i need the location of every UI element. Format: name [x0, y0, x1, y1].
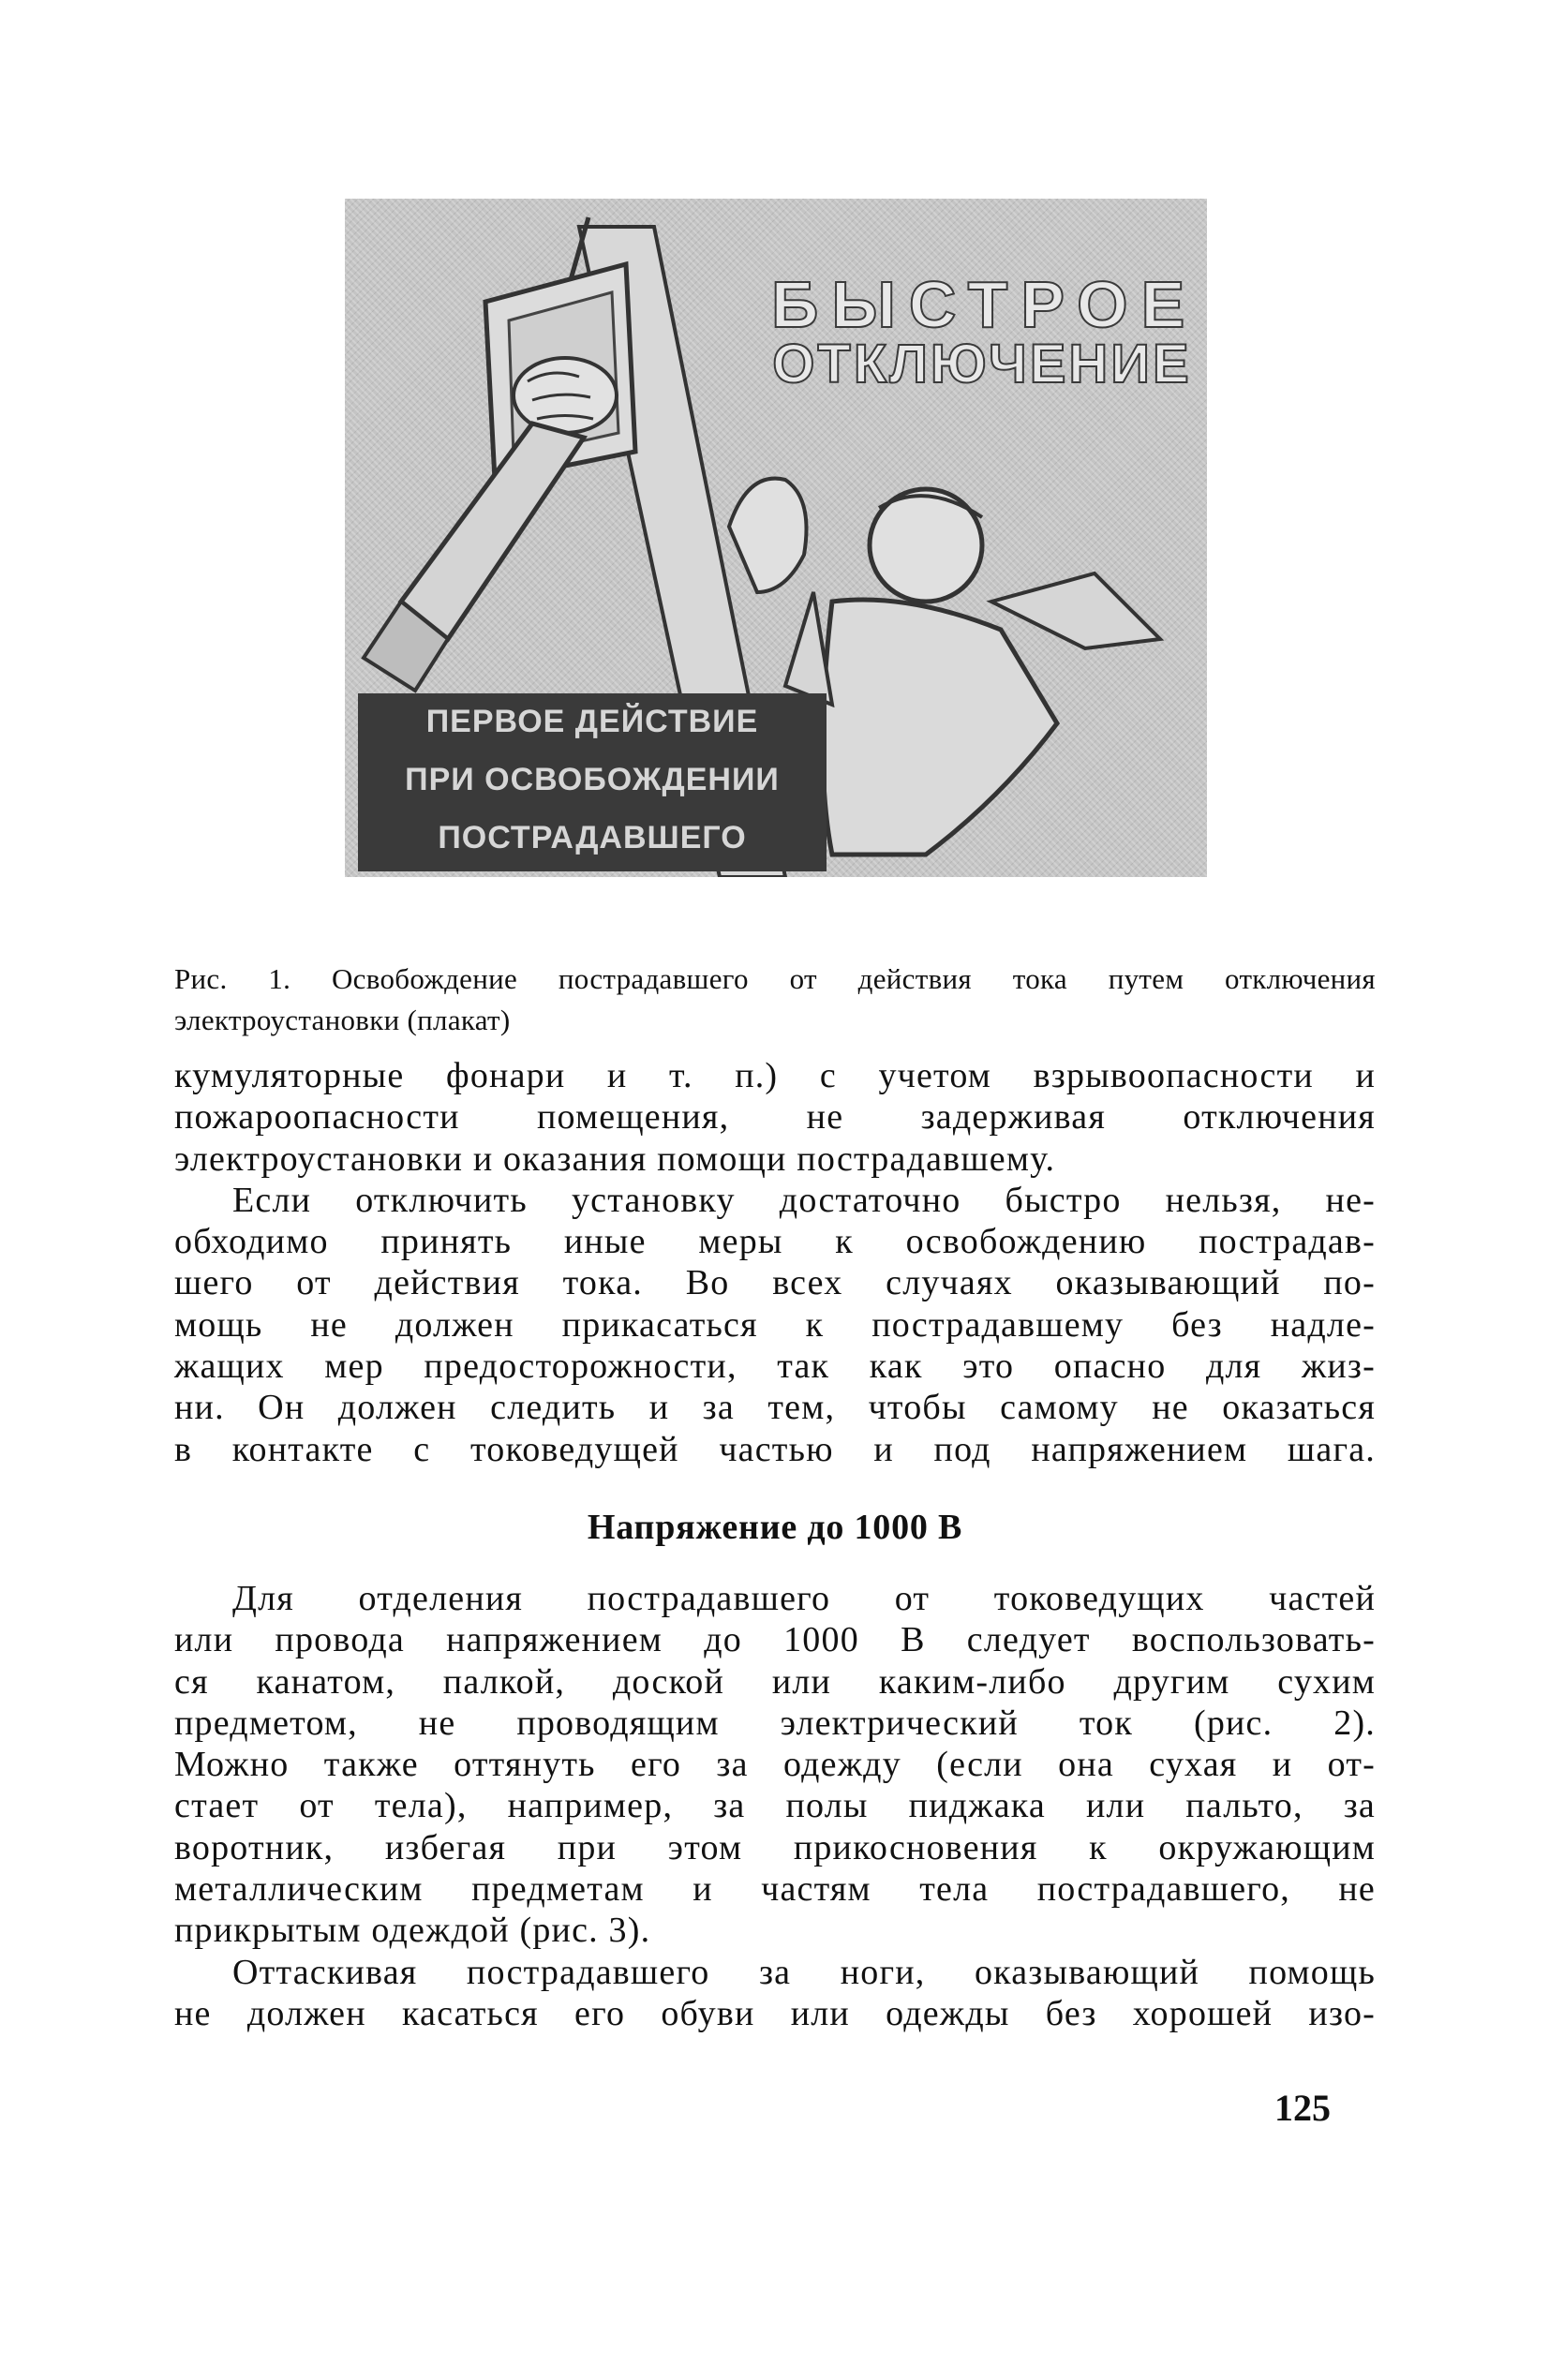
text-line: предметом, не проводящим электрический ток (рис. 2). [174, 1703, 1376, 1743]
body-text-block [174, 1055, 1376, 1470]
text-line: в контакте с токоведущей частью и под напряжением шага. [174, 1429, 1376, 1469]
text-line: металлическим предметам и частям тела пострадавшего, не [174, 1869, 1376, 1910]
text-line: шего от действия тока. Во всех случаях оказывающий по- [174, 1263, 1376, 1303]
text-line: не должен касаться его обуви или одежды без хорошей изо- [174, 1993, 1376, 2033]
victim-arm-right [991, 573, 1160, 648]
figure-caption [174, 959, 1376, 1043]
text-line: стает от тела), например, за полы пиджака или пальто, за [174, 1786, 1376, 1826]
text-line: или провода напряжением до 1000 В следует воспользовать- [174, 1620, 1376, 1660]
victim-body [823, 600, 1057, 855]
poster-figure [345, 199, 1207, 877]
poster-caption-line: ПЕРВОЕ ДЕЙСТВИЕ [425, 704, 759, 739]
text-line: пожароопасности помещения, не задерживая отключения [174, 1097, 1376, 1138]
text-line: Для отделения пострадавшего от токоведущих частей [232, 1579, 1376, 1618]
text-line: прикрытым одеждой (рис. 3). [174, 1911, 651, 1951]
text-line: обходимо принять иные меры к освобождению пострадав- [174, 1222, 1376, 1262]
text-line: жащих мер предосторожности, так как это опасно для жиз- [174, 1346, 1376, 1387]
text-line: ся канатом, палкой, доской или каким-либо другим сухим [174, 1661, 1376, 1702]
figure-caption-line: Рис. 1. Освобождение пострадавшего от действия тока путем отключения [174, 962, 1376, 995]
poster-title-line2: ОТКЛЮЧЕНИЕ [772, 334, 1192, 394]
text-line: мощь не должен прикасаться к пострадавшему без надле- [174, 1304, 1376, 1345]
victim-hand [729, 479, 807, 592]
poster-caption-line: ПРИ ОСВОБОЖДЕНИИ [405, 762, 780, 797]
text-line: кумуляторные фонари и т. п.) с учетом взрывоопасности и [174, 1056, 1376, 1095]
section-heading: Напряжение до 1000 В [587, 1508, 963, 1547]
page-number: 125 [1274, 2087, 1331, 2129]
text-line: воротник, избегая при этом прикосновения к окружающим [174, 1827, 1376, 1867]
text-line: Оттаскивая пострадавшего за ноги, оказывающий помощь [232, 1952, 1376, 1992]
poster-caption-box [358, 693, 827, 871]
text-line: Можно также оттянуть его за одежду (если она сухая и от- [174, 1745, 1376, 1785]
body-text-block [174, 1578, 1376, 2034]
figure-caption-line: электроустановки (плакат) [174, 1004, 511, 1037]
text-line: Если отключить установку достаточно быстро нельзя, не- [232, 1180, 1376, 1220]
poster-title-line1: БЫСТРОЕ [771, 268, 1199, 341]
poster-caption-line: ПОСТРАДАВШЕГО [438, 820, 747, 855]
text-line: электроустановки и оказания помощи пострадавшему. [174, 1138, 1056, 1179]
text-line: ни. Он должен следить и за тем, чтобы самому не оказаться [174, 1388, 1376, 1428]
